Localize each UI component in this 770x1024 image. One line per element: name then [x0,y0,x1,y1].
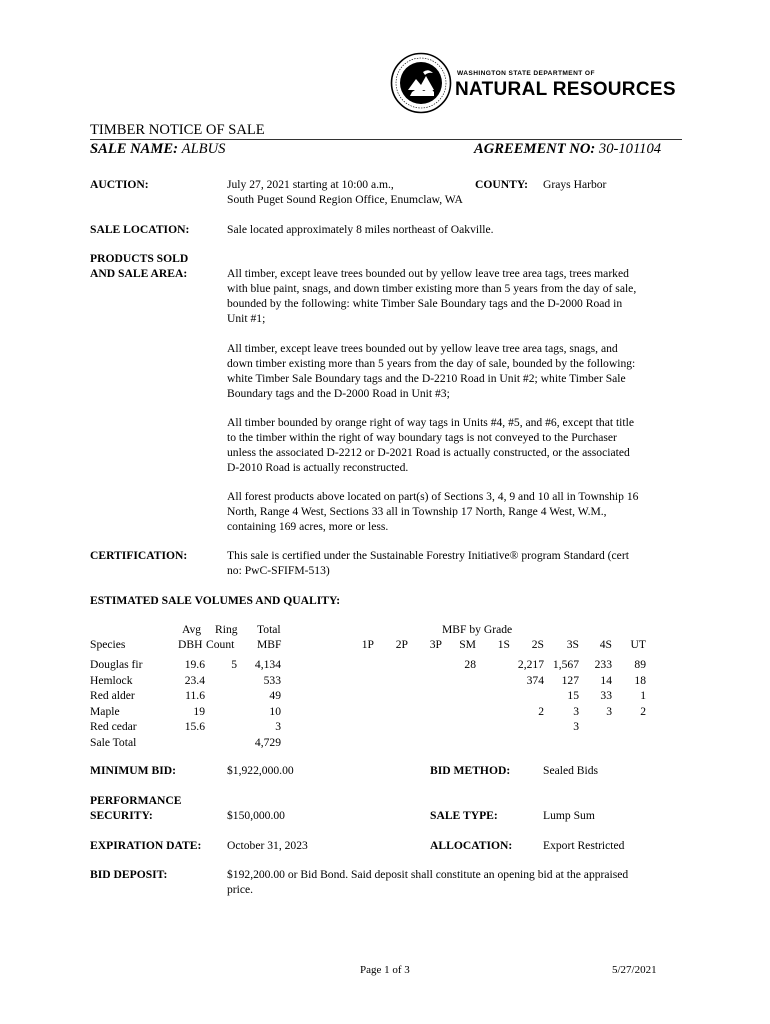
grade-cell-3s: 127 [561,673,579,687]
grade-header-3s: 3S [566,638,579,651]
total-mbf-cell: 3 [275,720,281,734]
paragraph-line: white Timber Sale Boundary tags and the D-2210 Road in Unit #2; white Timber Sale [227,372,626,385]
agreement-label: AGREEMENT NO: [474,141,596,157]
grade-cell-ut: 18 [634,673,646,687]
grade-cell-ut: 2 [640,704,646,718]
total-mbf-cell: 4,729 [254,736,281,749]
min-bid-value: $1,922,000.00 [227,764,294,777]
bid-deposit-line-1: $192,200.00 or Bid Bond. Said deposit shall constitute an opening bid at the appraised [227,868,629,881]
grade-cell-3s: 3 [573,704,579,718]
grade-header-2s: 2S [531,638,544,651]
grade-header-3p: 3P [429,638,442,651]
grade-cell-3s: 3 [573,720,579,734]
dbh-cell: 19.6 [184,658,205,671]
title-rule [90,139,682,140]
grade-header-ut: UT [630,638,646,651]
document-title: TIMBER NOTICE OF SALE [90,122,265,138]
allocation-label: ALLOCATION: [430,839,513,852]
col-total-header: Total [257,623,281,636]
footer-date: 5/27/2021 [612,964,657,976]
auction-line-2: South Puget Sound Region Office, Enumclaw, WA [227,193,463,206]
species-cell: Hemlock [90,673,133,687]
paragraph-line: with blue paint, snags, and down timber existing more than 5 years from the day of sale, [227,282,637,295]
species-cell: Douglas fir [90,658,143,671]
col-ring-header: Ring [215,623,238,636]
species-cell: Maple [90,704,120,718]
allocation-value: Export Restricted [543,839,625,852]
grade-cell-2s: 2 [538,704,544,718]
grade-header-2p: 2P [395,638,408,651]
state-seal-icon [390,52,452,114]
agreement-value: 30-101104 [598,141,662,157]
paragraph-line: down timber existing more than 5 years from the day of sale, bounded by the following: [227,357,636,370]
expiration-value: October 31, 2023 [227,839,308,852]
paragraph-line: to the timber within the right of way boundary tags is not conveyed to the Purchaser [227,431,617,444]
volumes-heading: ESTIMATED SALE VOLUMES AND QUALITY: [90,594,341,607]
grade-group-header: MBF by Grade [442,623,513,636]
paragraph-line: All timber, except leave trees bounded out by yellow leave tree area tags, trees marked [227,267,629,280]
paragraph-line: D-2010 Road is actually reconstructed. [227,461,409,474]
paragraph-line: unless the associated D-2212 or D-2021 Road is actually constructed, or the associated [227,446,630,459]
county-value: Grays Harbor [543,178,607,191]
bid-method-value: Sealed Bids [543,764,599,777]
grade-cell-4s: 14 [600,673,612,687]
auction-label: AUCTION: [90,178,149,191]
total-mbf-cell: 49 [269,689,281,703]
total-mbf-cell: 533 [263,673,281,687]
col-mbf-header: MBF [257,638,282,651]
paragraph-line: North, Range 4 West, Sections 33 all in Township 17 North, Range 4 West, W.M., [227,505,607,518]
grade-header-4s: 4S [599,638,612,651]
certification-line-1: This sale is certified under the Sustainable Forestry Initiative® program Standard (cert [227,549,629,562]
agency-logo [390,52,680,114]
sale-name-value: ALBUS [181,141,226,157]
certification-label: CERTIFICATION: [90,549,188,562]
grade-header-1s: 1S [497,638,510,651]
performance-label-1: PERFORMANCE [90,794,182,807]
sale-name-label: SALE NAME: [90,141,178,157]
grade-cell-4s: 233 [594,658,612,671]
products-label-2: AND SALE AREA: [90,267,188,280]
county-label: COUNTY: [475,178,529,191]
min-bid-label: MINIMUM BID: [90,764,176,777]
sale-type-label: SALE TYPE: [430,809,498,822]
grade-header-1p: 1P [361,638,374,651]
species-cell: Red cedar [90,720,137,734]
dbh-cell: 23.4 [184,673,205,687]
dbh-cell: 19 [193,704,205,718]
agency-name-large: NATURAL RESOURCES [455,79,676,100]
paragraph-line: bounded by the following: white Timber Sale Boundary tags and the D-2000 Road in [227,297,623,310]
bid-deposit-line-2: price. [227,883,254,896]
paragraph-line: All forest products above located on part(s) of Sections 3, 4, 9 and 10 all in Township 16 [227,490,639,503]
sale-location-label: SALE LOCATION: [90,223,190,236]
col-species-header: Species [90,638,126,651]
grade-cell-3s: 1,567 [552,658,579,671]
products-paragraph-1 [227,266,682,326]
total-mbf-cell: 4,134 [254,658,281,671]
grade-cell-ut: 1 [640,689,646,703]
total-mbf-cell: 10 [269,704,281,718]
paragraph-line: containing 169 acres, more or less. [227,520,389,533]
paragraph-line: Unit #1; [227,312,266,325]
page-number: Page 1 of 3 [360,964,410,976]
paragraph-line: All timber bounded by orange right of way tags in Units #4, #5, and #6, except that title [227,416,634,429]
grade-cell-4s: 3 [606,704,612,718]
bid-deposit-label: BID DEPOSIT: [90,868,168,881]
col-avg-header: Avg [182,623,202,636]
certification-line-2: no: PwC-SFIFM-513) [227,564,330,577]
sale-name [90,141,225,158]
products-paragraph-2 [227,341,682,401]
col-dbh-header: DBH [178,638,203,651]
grade-cell-ut: 89 [634,658,646,671]
products-paragraph-4 [227,489,682,534]
performance-value: $150,000.00 [227,809,285,822]
sale-location-text: Sale located approximately 8 miles northeast of Oakville. [227,223,494,236]
bid-method-label: BID METHOD: [430,764,511,777]
col-count-header: Count [206,638,235,651]
species-cell: Red alder [90,689,135,703]
grade-header-sm: SM [459,638,476,651]
performance-label-2: SECURITY: [90,809,153,822]
paragraph-line: Boundary tags and the D-2000 Road in Unit #3; [227,387,450,400]
species-cell: Sale Total [90,736,137,749]
auction-line-1: July 27, 2021 starting at 10:00 a.m., [227,178,394,191]
products-label-1: PRODUCTS SOLD [90,252,189,265]
paragraph-line: All timber, except leave trees bounded out by yellow leave tree area tags, snags, and [227,342,618,355]
grade-cell-2s: 374 [526,673,544,687]
products-paragraph-3 [227,415,682,475]
grade-cell-sm: 28 [464,658,476,671]
grade-cell-2s: 2,217 [517,658,544,671]
dbh-cell: 11.6 [185,689,205,703]
ring-count-cell: 5 [231,658,237,671]
agreement-number [474,141,661,158]
agency-name-small: WASHINGTON STATE DEPARTMENT OF [457,70,595,77]
dbh-cell: 15.6 [184,720,205,734]
sale-type-value: Lump Sum [543,809,595,822]
grade-cell-3s: 15 [567,689,579,703]
grade-cell-4s: 33 [600,689,612,703]
expiration-label: EXPIRATION DATE: [90,839,202,852]
